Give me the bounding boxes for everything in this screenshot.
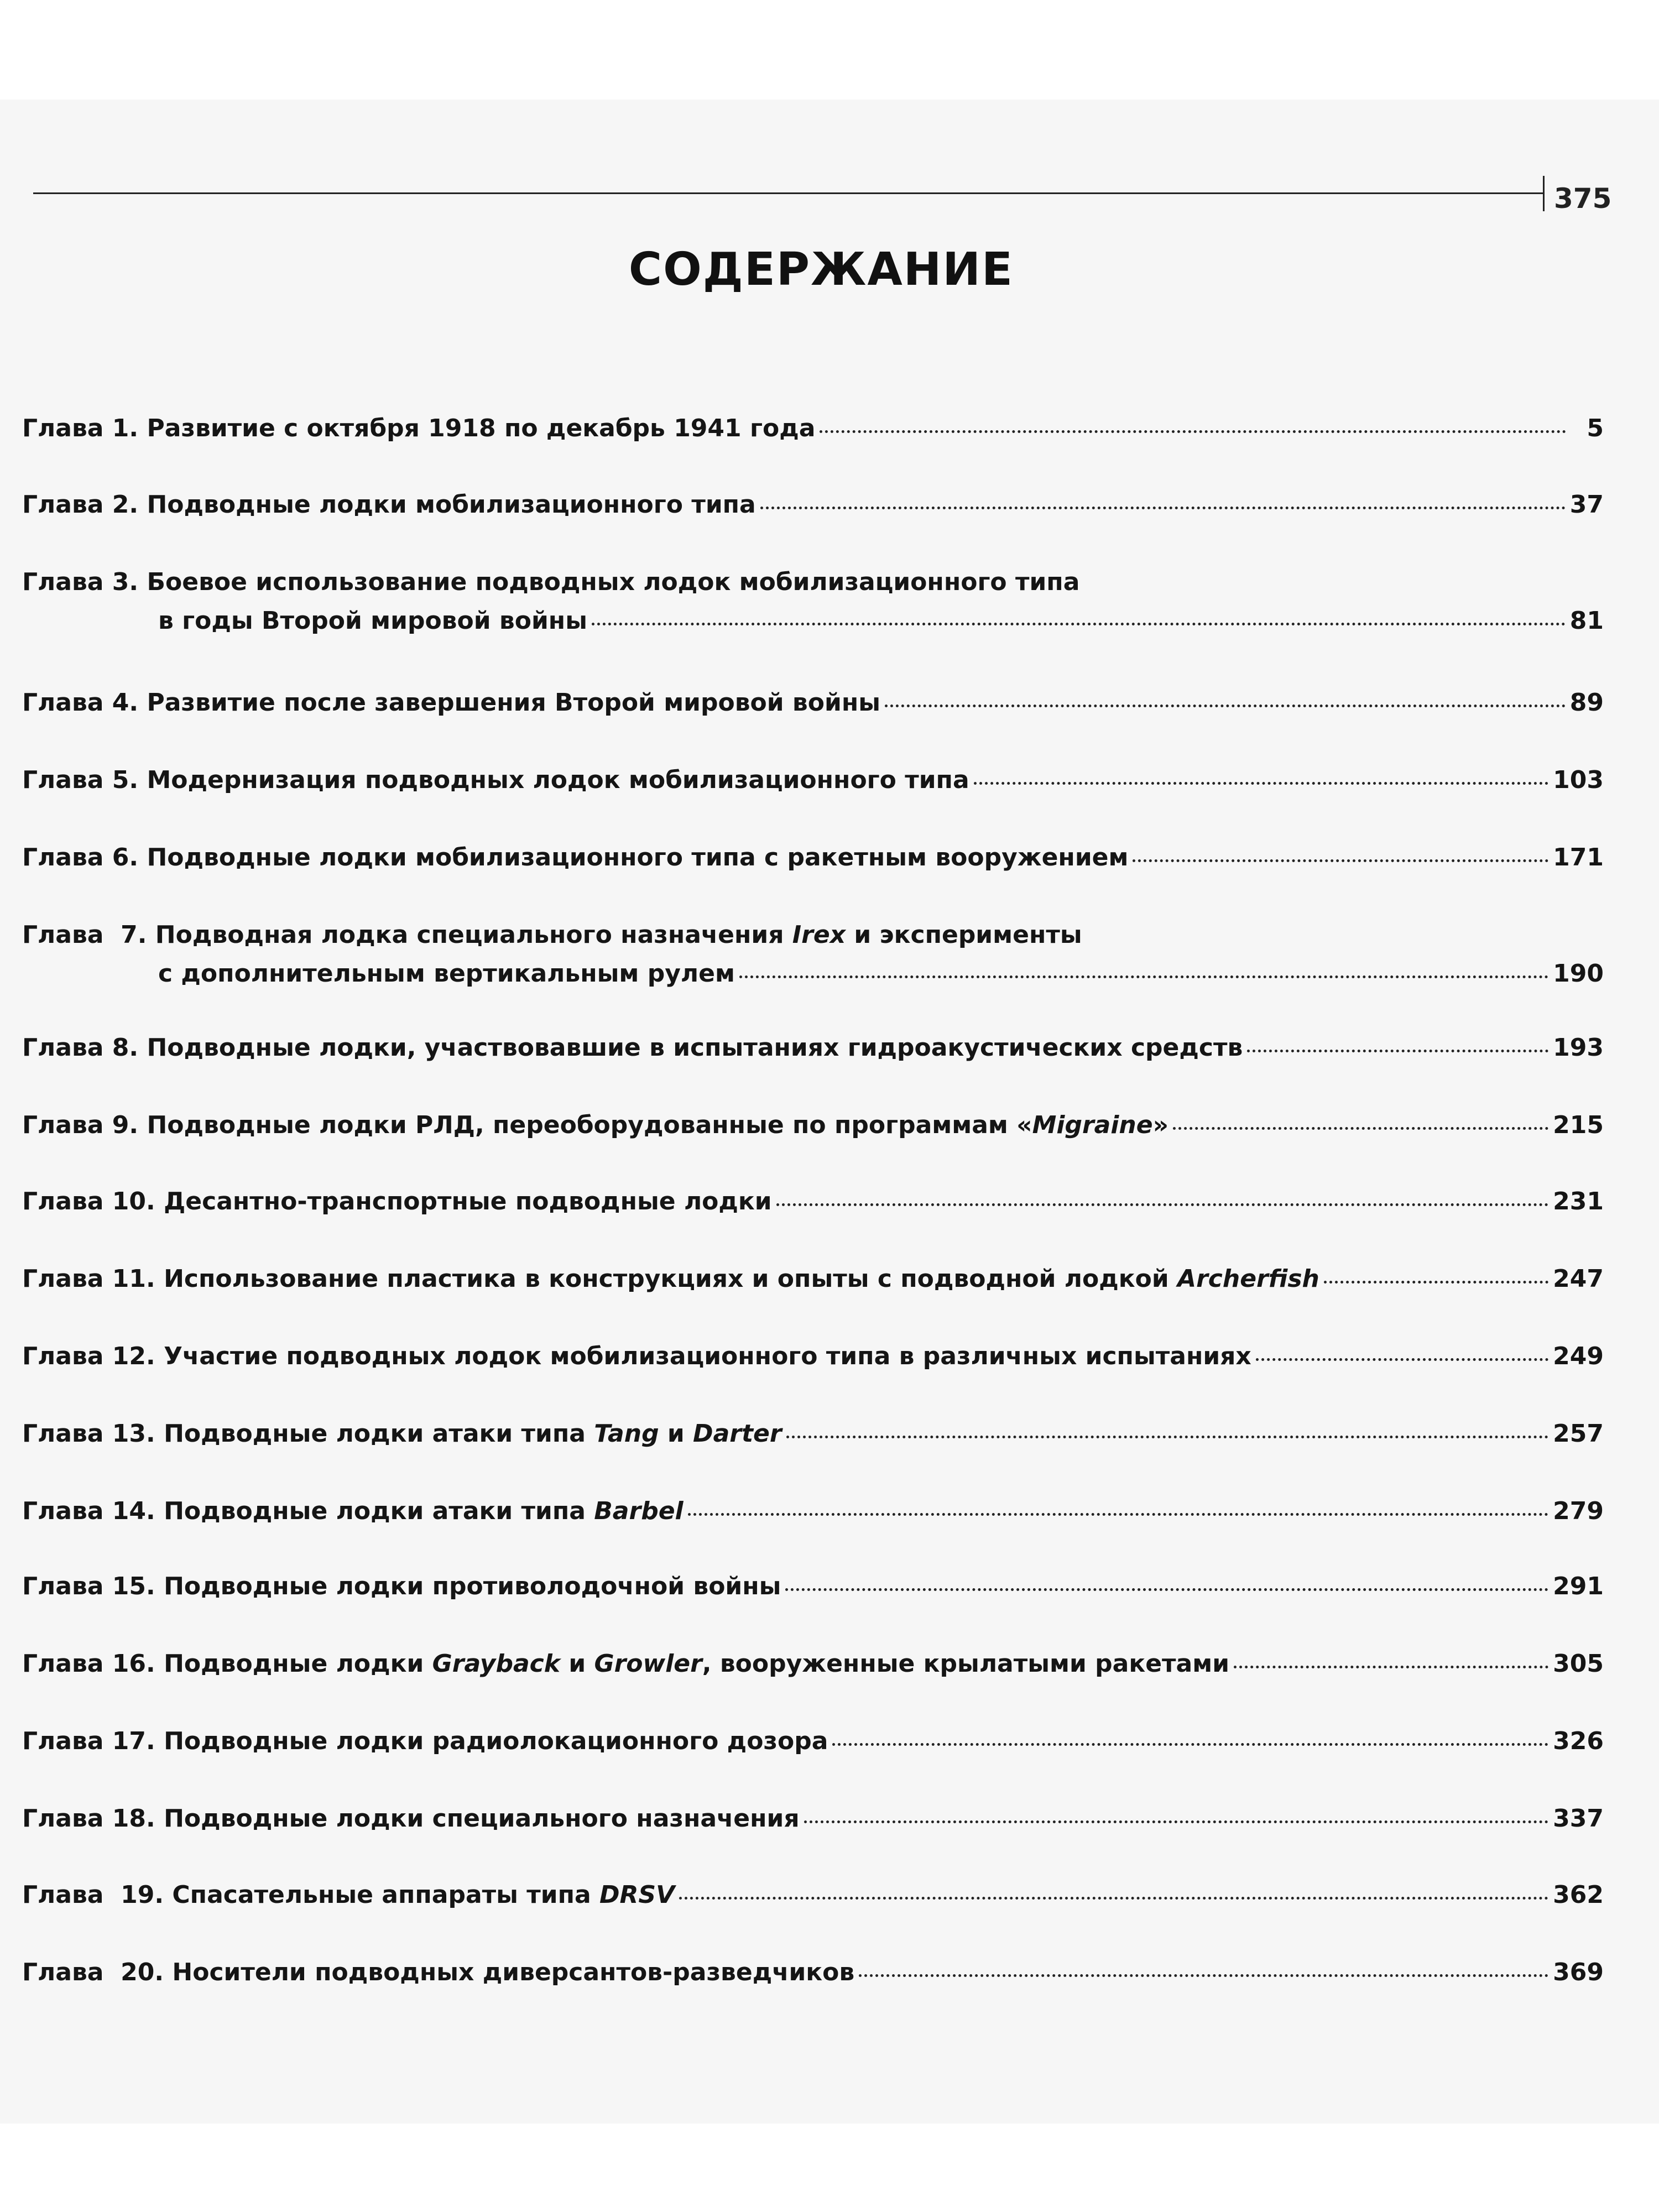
toc-entry [22, 1029, 1604, 1067]
page-reference: 279 [1553, 1497, 1604, 1525]
chapter-title-text: Участие подводных лодок мобилизационного типа в различных испытаниях [164, 1342, 1251, 1370]
chapter-title-italic: Tang [594, 1420, 659, 1448]
toc-entry-line [22, 1260, 1604, 1298]
dot-leader [776, 1198, 1549, 1206]
dot-leader [820, 425, 1566, 433]
toc-entry-line [22, 916, 1604, 954]
page-reference: 89 [1569, 688, 1604, 717]
toc-entry-line [22, 409, 1604, 448]
chapter-number: Глава 17. [22, 1727, 164, 1755]
toc-entry-line [22, 1799, 1604, 1838]
toc-entry [22, 1182, 1604, 1221]
toc-entry [22, 1492, 1604, 1531]
chapter-title-text: , вооруженные крылатыми ракетами [702, 1650, 1230, 1678]
page-reference: 215 [1553, 1111, 1604, 1139]
chapter-title-italic: Barbel [594, 1497, 684, 1525]
chapter-number: Глава 12. [22, 1342, 164, 1370]
toc-entry [22, 1953, 1604, 1992]
page-reference: 249 [1553, 1342, 1604, 1370]
page-reference: 326 [1553, 1727, 1604, 1755]
chapter-title [164, 1722, 828, 1761]
chapter-title-text: и эксперименты [846, 921, 1082, 949]
dot-leader [1133, 854, 1548, 862]
chapter-title [147, 409, 815, 448]
chapter-number: Глава 8. [22, 1034, 147, 1062]
chapter-title-italic: DRSV [599, 1881, 675, 1909]
chapter-title-text: Развитие с октября 1918 по декабрь 1941 года [147, 414, 816, 442]
chapter-number: Глава 1. [22, 414, 147, 442]
toc-entry [22, 761, 1604, 800]
toc-entry [22, 486, 1604, 524]
dot-leader [1256, 1353, 1548, 1361]
dot-leader [974, 776, 1549, 785]
toc-entry-line [22, 1415, 1604, 1453]
chapter-title [147, 1106, 1168, 1145]
toc-entry-line [22, 486, 1604, 524]
chapter-title-text: Подводные лодки атаки типа [164, 1497, 594, 1525]
toc-entry-line [22, 602, 1604, 640]
dot-leader [679, 1891, 1548, 1900]
chapter-title-text: Модернизация подводных лодок мобилизационного типа [147, 766, 969, 794]
page-reference: 103 [1553, 766, 1604, 794]
chapter-title-italic: Grayback [432, 1650, 560, 1678]
chapter-number: Глава 11. [22, 1265, 164, 1293]
toc-entry [22, 1722, 1604, 1761]
chapter-title-text: Подводные лодки, участвовавшие в испытаниях гидроакустических средств [147, 1034, 1243, 1062]
chapter-title [164, 1415, 781, 1453]
chapter-title-italic: Darter [693, 1420, 782, 1448]
toc-entry-line [22, 1337, 1604, 1376]
chapter-title-text: Подводные лодки специального назначения [164, 1804, 800, 1833]
dot-leader [1247, 1044, 1548, 1052]
toc-entry-line [22, 1182, 1604, 1221]
toc-entry-line [22, 1722, 1604, 1761]
chapter-title-text: Спасательные аппараты типа [172, 1881, 600, 1909]
chapter-number: Глава 2. [22, 491, 147, 519]
page-reference: 37 [1569, 491, 1604, 519]
chapter-number: Глава 16. [22, 1650, 164, 1678]
toc-entry [22, 1337, 1604, 1376]
chapter-title-text: и [560, 1650, 594, 1678]
page-reference: 369 [1553, 1958, 1604, 1986]
chapter-title-text: с дополнительным вертикальным рулем [158, 959, 735, 988]
chapter-number: Глава 19. [22, 1881, 173, 1909]
chapter-number: Глава 14. [22, 1497, 164, 1525]
chapter-number: Глава 20. [22, 1958, 173, 1986]
toc-entry-line [22, 684, 1604, 722]
chapter-title-text: Боевое использование подводных лодок мобилизационного типа [147, 568, 1080, 596]
chapter-number: Глава 4. [22, 688, 147, 717]
page-reference: 305 [1553, 1650, 1604, 1678]
dot-leader [1324, 1275, 1548, 1284]
chapter-title [164, 1182, 772, 1221]
page-reference: 362 [1553, 1881, 1604, 1909]
chapter-title [147, 486, 755, 524]
chapter-number: Глава 15. [22, 1572, 164, 1600]
dot-leader [885, 699, 1566, 707]
chapter-title-text: и [659, 1420, 693, 1448]
dot-leader [592, 617, 1566, 625]
toc-entry [22, 1645, 1604, 1683]
page-reference: 257 [1553, 1420, 1604, 1448]
toc-entry [22, 563, 1604, 640]
dot-leader [785, 1583, 1548, 1591]
dot-leader [859, 1969, 1548, 1977]
chapter-title-text: Подводные лодки противолодочной войны [164, 1572, 781, 1600]
page-reference: 81 [1569, 607, 1604, 635]
chapter-title-text: Подводные лодки [164, 1650, 432, 1678]
toc-entry [22, 1876, 1604, 1914]
chapter-title-text: Подводные лодки мобилизационного типа [147, 491, 756, 519]
toc-entry-line [22, 1567, 1604, 1606]
toc-entry [22, 1106, 1604, 1145]
page-reference: 193 [1553, 1034, 1604, 1062]
page-title: СОДЕРЖАНИЕ [628, 243, 1014, 296]
chapter-number: Глава 9. [22, 1111, 147, 1139]
toc-entry-line [22, 1645, 1604, 1683]
chapter-title [164, 1567, 781, 1606]
chapter-title-text: в годы Второй мировой войны [158, 607, 587, 635]
dot-leader [804, 1815, 1549, 1823]
toc-entry [22, 916, 1604, 993]
chapter-title-italic: Archerfish [1177, 1265, 1319, 1293]
toc-entry-line [22, 954, 1604, 993]
chapter-title-text: Развитие после завершения Второй мировой войны [147, 688, 881, 717]
chapter-title-italic: Migraine [1032, 1111, 1153, 1139]
chapter-title [147, 684, 880, 722]
chapter-title [147, 838, 1128, 877]
chapter-title-text: Подводные лодки радиолокационного дозора [164, 1727, 828, 1755]
dot-leader [832, 1738, 1548, 1746]
toc-entry [22, 409, 1604, 448]
chapter-title [147, 563, 1079, 602]
chapter-title-text: Подводная лодка специального назначения [155, 921, 792, 949]
chapter-title [172, 1953, 854, 1992]
chapter-title [155, 916, 1082, 954]
dot-leader [760, 501, 1566, 509]
chapter-title [172, 1876, 675, 1914]
chapter-number: Глава 6. [22, 843, 147, 872]
header-rule [33, 192, 1543, 194]
chapter-number: Глава 18. [22, 1804, 164, 1833]
toc-entry-line [22, 1029, 1604, 1067]
chapter-number: Глава 10. [22, 1187, 164, 1215]
chapter-title [158, 602, 587, 640]
chapter-title [164, 1799, 800, 1838]
chapter-title-text: Десантно-транспортные подводные лодки [164, 1187, 772, 1215]
toc-entry [22, 1567, 1604, 1606]
page-reference: 171 [1553, 843, 1604, 872]
toc-entry [22, 1260, 1604, 1298]
chapter-title-text: Использование пластика в конструкциях и опыты с подводной лодкой [164, 1265, 1178, 1293]
toc-entry-line [22, 1953, 1604, 1992]
chapter-title-italic: Irex [792, 921, 846, 949]
chapter-title [164, 1492, 684, 1531]
dot-leader [1173, 1121, 1548, 1130]
toc-entry [22, 684, 1604, 722]
chapter-title-text: Носители подводных диверсантов-разведчиков [172, 1958, 855, 1986]
dot-leader [688, 1507, 1549, 1516]
page-reference: 5 [1587, 414, 1604, 442]
chapter-title [164, 1337, 1251, 1376]
toc-entry-line [22, 563, 1604, 602]
chapter-number: Глава 7. [22, 921, 155, 949]
chapter-number: Глава 13. [22, 1420, 164, 1448]
dot-leader [786, 1430, 1549, 1438]
chapter-title-text: » [1152, 1111, 1169, 1139]
chapter-title [147, 1029, 1243, 1067]
dot-leader [1234, 1660, 1548, 1668]
toc-entry-line [22, 838, 1604, 877]
chapter-title-text: Подводные лодки атаки типа [164, 1420, 594, 1448]
dot-leader [739, 970, 1548, 978]
toc-entry [22, 838, 1604, 877]
toc-entry-line [22, 1876, 1604, 1914]
chapter-title-italic: Growler [594, 1650, 702, 1678]
header-tick [1543, 176, 1545, 211]
page-reference: 247 [1553, 1265, 1604, 1293]
page-number: 375 [1554, 182, 1612, 215]
chapter-title-text: Подводные лодки мобилизационного типа с ракетным вооружением [147, 843, 1129, 872]
chapter-number: Глава 3. [22, 568, 147, 596]
toc-entry [22, 1799, 1604, 1838]
page-reference: 190 [1553, 959, 1604, 988]
page-reference: 291 [1553, 1572, 1604, 1600]
page-reference: 231 [1553, 1187, 1604, 1215]
chapter-title [164, 1645, 1229, 1683]
chapter-number: Глава 5. [22, 766, 147, 794]
toc-entry-line [22, 1106, 1604, 1145]
page-reference: 337 [1553, 1804, 1604, 1833]
toc-entry-line [22, 761, 1604, 800]
chapter-title [158, 954, 735, 993]
chapter-title [164, 1260, 1319, 1298]
chapter-title [147, 761, 969, 800]
toc-entry-line [22, 1492, 1604, 1531]
chapter-title-text: Подводные лодки РЛД, переоборудованные по программам « [147, 1111, 1032, 1139]
toc-entry [22, 1415, 1604, 1453]
